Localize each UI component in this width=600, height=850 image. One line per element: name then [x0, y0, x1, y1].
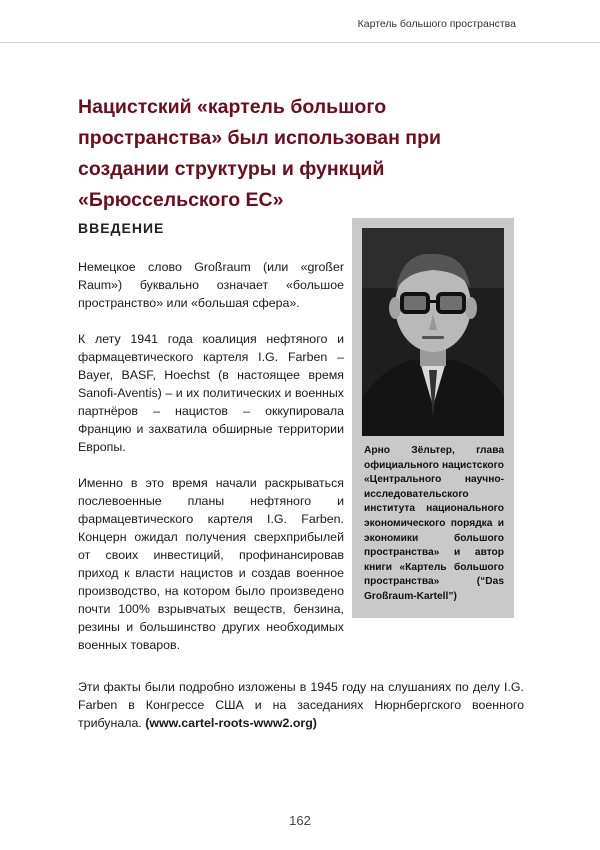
article-title: Нацистский «картель большого пространства» был использован при создании структуры и функций «Брюссельского ЕС» [78, 96, 441, 211]
closing-paragraph [78, 678, 524, 732]
running-header: Картель большого пространства [357, 18, 516, 30]
section-heading: ВВЕДЕНИЕ [78, 220, 165, 236]
closing-text: Эти факты были подробно изложены в 1945 году на слушаниях по делу I.G. Farben в Конгрессе США и на заседаниях Нюрнбергского военного трибунала. [78, 680, 524, 730]
portrait-illustration [362, 228, 504, 436]
intro-column [78, 258, 344, 672]
portrait-caption: Арно Зёльтер, глава официального нацистского «Центрального научно-исследовательского института национального экономического порядка и экономики большого пространства» и автор книги «Картель большого пространства» (“Das Großraum-Kartell”) [364, 445, 504, 602]
paragraph-3: Именно в это время начали раскрываться послевоенные планы нефтяного и фармацевтического картеля I.G. Farben. Концерн ожидал получения сверхприбылей от своих инвестиций, профинансировав приход к власти нацистов и создав военное производство, на котором было произведено почти 100% взрывчатых веществ, бензина, резины и большинство других необходимых военных товаров. [78, 476, 344, 652]
closing-paragraph-block [78, 678, 524, 732]
paragraph-2: К лету 1941 года коалиция нефтяного и фармацевтического картеля I.G. Farben – Bayer, BASF, Hoechst (в настоящее время Sanofi-Aventis) – и их политических и военных партнёров – нацистов – оккупировала Францию и захватила обширные территории Европы. [78, 332, 344, 454]
paragraph-1: Немецкое слово Großraum (или «großer Raum») буквально означает «большое пространство» или «большая сфера». [78, 260, 344, 310]
page-number: 162 [289, 813, 311, 828]
header-divider [0, 42, 600, 43]
source-link[interactable]: (www.cartel-roots-www2.org) [145, 716, 317, 730]
portrait-figure [352, 218, 514, 618]
portrait-photo [362, 228, 504, 436]
